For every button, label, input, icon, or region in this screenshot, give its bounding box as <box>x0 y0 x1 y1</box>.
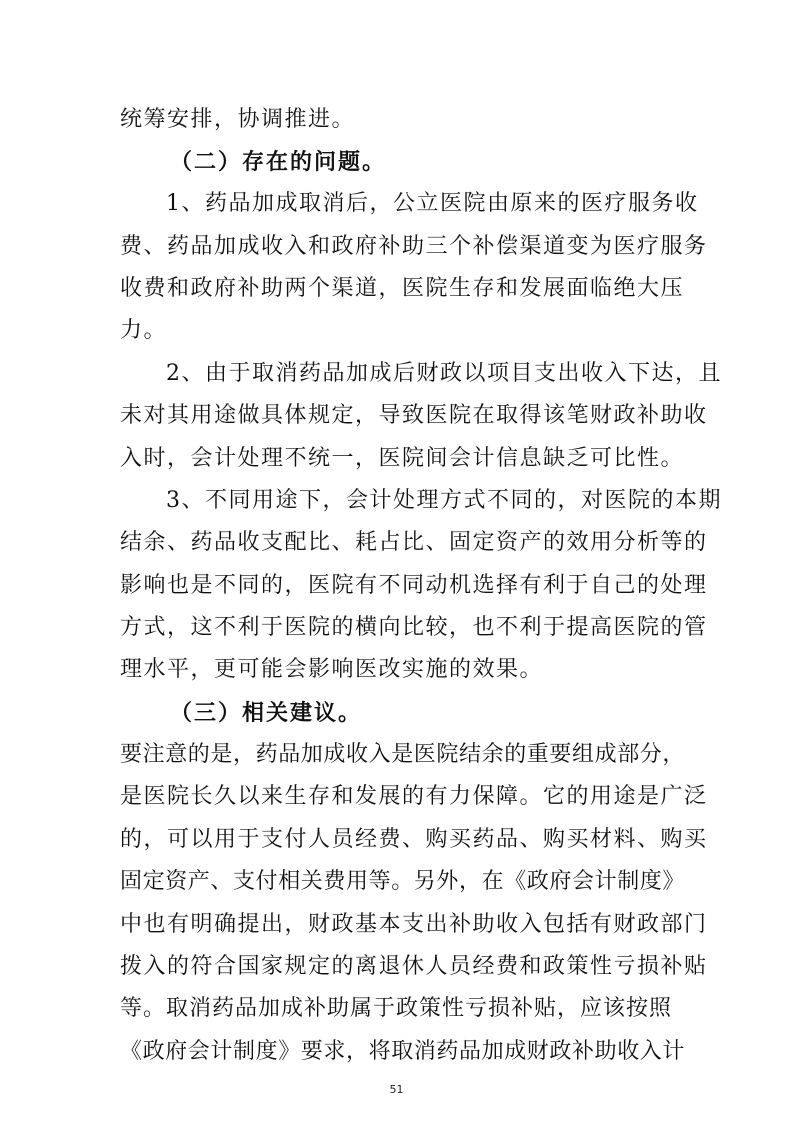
paragraph-3-line: 理水平，更可能会影响医改实施的效果。 <box>120 657 544 682</box>
paragraph-4-line: 固定资产、支付相关费用等。另外，在《政府会计制度》 <box>120 869 686 894</box>
paragraph-4-line: 《政府会计制度》要求，将取消药品加成财政补助收入计 <box>120 1039 686 1064</box>
paragraph-2-line: 2、由于取消药品加成后财政以项目支出收入下达，且 <box>166 361 722 386</box>
paragraph-3-line: 3、不同用途下，会计处理方式不同的，对医院的本期 <box>166 488 722 513</box>
paragraph-4-line: 拨入的符合国家规定的离退休人员经费和政策性亏损补贴 <box>120 954 708 979</box>
paragraph-1-line: 费、药品加成收入和政府补助三个补偿渠道变为医疗服务 <box>120 234 708 259</box>
section-heading-problems: （二）存在的问题。 <box>170 149 387 175</box>
paragraph-3-line: 结余、药品收支配比、耗占比、固定资产的效用分析等的 <box>120 530 708 555</box>
paragraph-2-line: 未对其用途做具体规定，导致医院在取得该笔财政补助收 <box>120 403 708 428</box>
paragraph-4-line: 等。取消药品加成补助属于政策性亏损补贴，应该按照 <box>120 996 673 1021</box>
page-number: 51 <box>389 1083 404 1096</box>
text-line: 统筹安排，协调推进。 <box>120 107 356 132</box>
paragraph-4-line: 是医院长久以来生存和发展的有力保障。它的用途是广泛 <box>120 784 708 809</box>
section-heading-suggestions: （三）相关建议。 <box>170 700 363 726</box>
paragraph-3-line: 影响也是不同的，医院有不同动机选择有利于自己的处理 <box>120 573 708 598</box>
paragraph-4-line: 要注意的是，药品加成收入是医院结余的重要组成部分， <box>120 742 686 767</box>
paragraph-4-line: 的，可以用于支付人员经费、购买药品、购买材料、购买 <box>120 827 708 852</box>
paragraph-4-line: 中也有明确提出，财政基本支出补助收入包括有财政部门 <box>120 912 708 937</box>
paragraph-1-line: 力。 <box>120 318 168 343</box>
paragraph-1-line: 收费和政府补助两个渠道，医院生存和发展面临绝大压 <box>120 276 685 301</box>
paragraph-3-line: 方式，这不利于医院的横向比较，也不利于提高医院的管 <box>120 615 708 640</box>
paragraph-1-line: 1、药品加成取消后，公立医院由原来的医疗服务收 <box>166 191 699 216</box>
paragraph-2-line: 入时，会计处理不统一，医院间会计信息缺乏可比性。 <box>120 446 685 471</box>
